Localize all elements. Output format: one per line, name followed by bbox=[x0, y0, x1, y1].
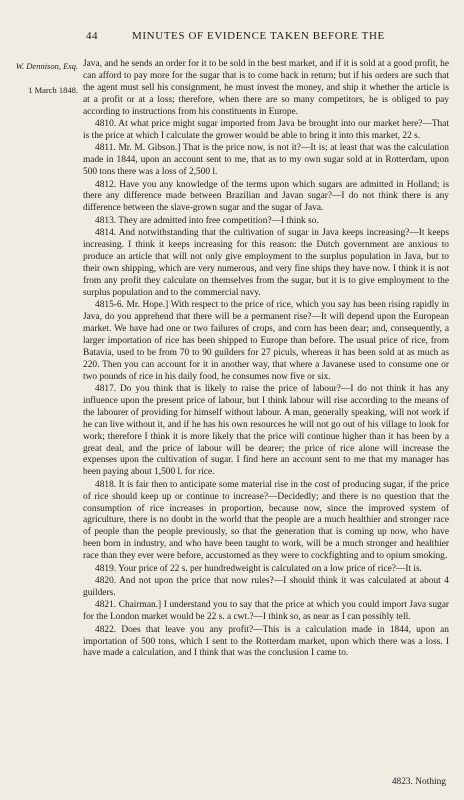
page-header bbox=[0, 30, 464, 46]
paragraph-continued: Java, and he sends an order for it to be sold in the best market, and if it is sold at a good profit, he can afford to pay more for the sugar that is to come back in return; but if his orders are such that the agent must sell his consignment, he must invest the money, and ship it whether the article is at a profit or at a loss; therefore, when there are so many competitors, he is obliged to pay according to instructions from his constituents in Europe. bbox=[83, 59, 449, 117]
question-4818: 4818. It is fair then to anticipate some material rise in the cost of producing sugar, if the price of rice should keep up or continue to increase?—Decidedly; and there is no question that the consumption of rice increases in proportion, because now, since the improved system of agriculture, there is no doubt in the world that the people are a much healthier and stronger race of people than the people previously, so that the generation that is coming up now, who have been born in industry, and who have been taught to work, will be a much stronger and healthier race than they ever were before, accustomed as they were to cockfighting and to opium smoking. bbox=[83, 479, 449, 562]
margin-witness-name: W. Dennison, Esq. bbox=[15, 61, 78, 71]
margin-note bbox=[6, 60, 78, 96]
question-4820: 4820. And not upon the price that now rules?—I should think it was calculated at about 4 guilders. bbox=[83, 575, 449, 598]
question-4810: 4810. At what price might sugar imported from Java be brought into our market here?—That is the price at which I calculate the grower would be able to bring it into this market, 22 s. bbox=[83, 119, 449, 141]
margin-date: 1 March 1848. bbox=[28, 85, 78, 95]
question-4817: 4817. Do you think that is likely to raise the price of labour?—I do not think it has any influence upon the present price of labour, but I think labour will rise according to the means of the labourer of providing for himself without labour. A man, generally speaking, will not work if he can live without it, and if he has his own resources he will not go out of his village to look for work; therefore I think it is more likely that the price will continue higher than it has been by a great deal, and the price of labour will be dearer; the price of rice alone will increase the expenses upon the cultivation of sugar. I find here an account sent to me that my manager has been paying about 1,500 l. for rice. bbox=[83, 383, 449, 478]
question-4813: 4813. They are admitted into free competition?—I think so. bbox=[95, 215, 319, 226]
question-4821: 4821. Chairman.] I understand you to say that the price at which you could import Java sugar for the London market would be 22 s. a cwt.?—I think so, as near as I can possibly tell. bbox=[83, 600, 449, 623]
question-4812: 4812. Have you any knowledge of the terms upon which sugars are admitted in Holland; is there any difference made between Brazilian and Javan sugar?—I do not think there is any difference between the slave-grown sugar and the sugar of Java. bbox=[83, 179, 449, 214]
question-4815-6: 4815-6. Mr. Hope.] With respect to the price of rice, which you say has been rising rapidly in Java, do you apprehend that there will be a permanent rise?—It will depend upon the European market. We have had one or two failures of crops, and corn has been dear; and, consequently, a larger importation of rice has been shipped to Europe than before. The usual price of rice, from Batavia, used to be from 70 to 90 guilders for 27 piculs, whereas it has been sold at as much as 220. Then you can account for it in another way, that where a Javanese used to consume one or two pounds of rice in his daily food, he consumes now five or six. bbox=[83, 300, 449, 382]
page-number: 44 bbox=[86, 30, 98, 42]
question-4814: 4814. And notwithstanding that the cultivation of sugar in Java keeps increasing?—It keeps increasing. I think it keeps increasing for this reason: the Dutch government are anxious to produce an article that will not only give employment to the surplus population in Java, but to their own shipping, which are very numerous, and very fine ships they have now. I think it is not from any profit they calculate on themselves from the sugar, but it is to give employment to the surplus population and to the commercial navy. bbox=[83, 228, 449, 298]
evidence-text bbox=[83, 59, 449, 661]
running-title: MINUTES OF EVIDENCE TAKEN BEFORE THE bbox=[132, 30, 385, 42]
catchword: 4823. Nothing bbox=[391, 777, 446, 787]
question-4822: 4822. Does that leave you any profit?—This is a calculation made in 1844, upon an importation of 500 tons, which I sent to the Rotterdam market, upon which there was a loss. I have made a calculation, and I think that was the conclusion I came to. bbox=[83, 624, 449, 659]
question-4811: 4811. Mr. M. Gibson.] That is the price now, is not it?—It is; at least that was the calculation made in 1844, upon an account sent to me, that as to my own sugar sold at in Rotterdam, upon 500 tons there was a loss of 2,500 l. bbox=[83, 143, 449, 178]
question-4819: 4819. Your price of 22 s. per hundredweight is calculated on a low price of rice?—It is. bbox=[95, 563, 422, 574]
